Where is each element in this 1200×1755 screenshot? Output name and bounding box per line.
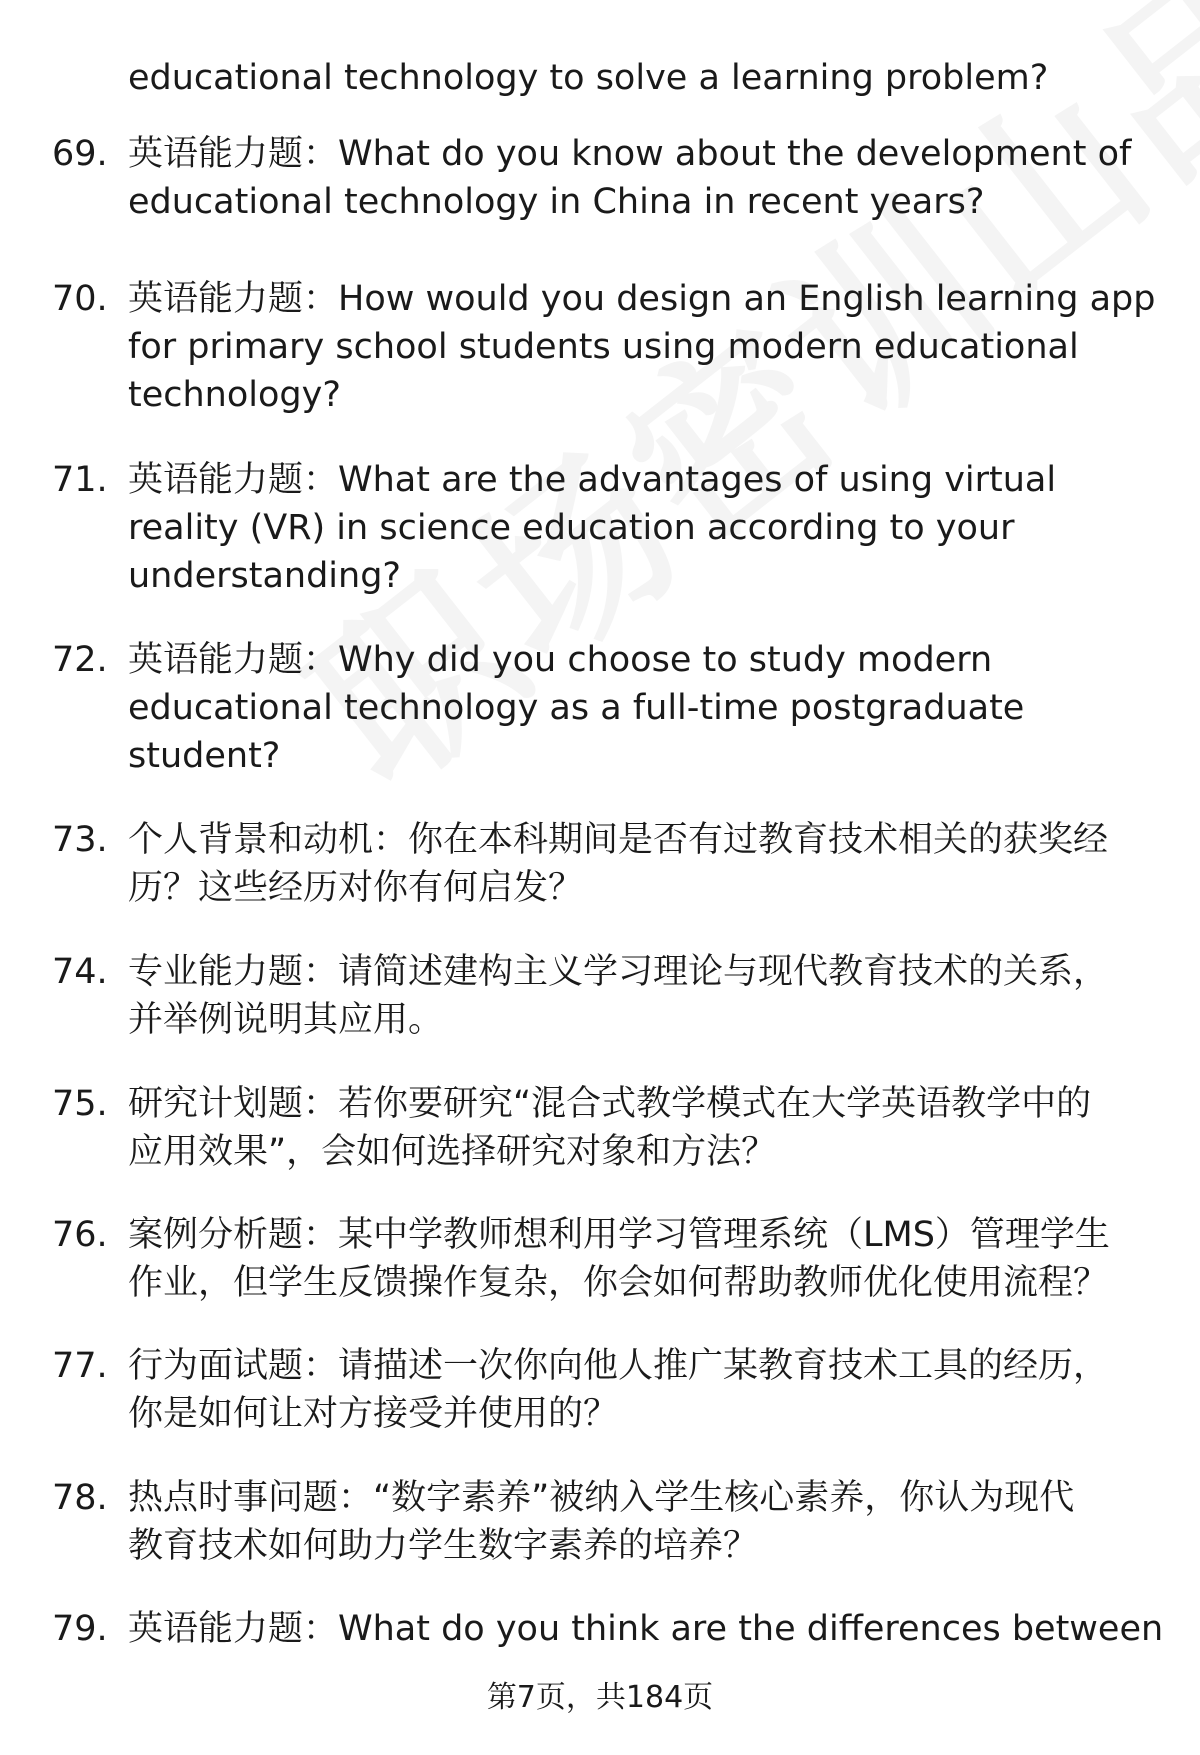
question-line: 专业能力题：请简述建构主义学习理论与现代教育技术的关系， <box>128 952 1109 992</box>
question-number: 69. <box>52 134 108 174</box>
question-line: technology? <box>128 375 341 415</box>
question-number: 77. <box>52 1346 108 1386</box>
question-text <box>128 275 1168 419</box>
question-number: 72. <box>52 640 108 680</box>
question-line: 研究计划题：若你要研究“混合式教学模式在大学英语教学中的 <box>128 1084 1092 1124</box>
question-line: reality (VR) in science education according to your <box>128 508 1015 548</box>
question-line: 历？这些经历对你有何启发？ <box>128 868 584 908</box>
question-line: for primary school students using modern educational <box>128 327 1079 367</box>
question-text <box>128 456 1168 600</box>
question-line: 英语能力题：What do you think are the differences between <box>128 1609 1164 1649</box>
question-text <box>128 636 1168 780</box>
question-number: 78. <box>52 1478 108 1518</box>
question-number: 71. <box>52 460 108 500</box>
question-text <box>128 1474 1168 1570</box>
question-text <box>128 948 1168 1044</box>
question-line: understanding? <box>128 556 402 596</box>
question-line: educational technology in China in recent years? <box>128 182 985 222</box>
question-line: 并举例说明其应用。 <box>128 1000 444 1040</box>
question-text <box>128 1211 1168 1307</box>
question-text <box>128 1080 1168 1176</box>
question-number: 76. <box>52 1215 108 1255</box>
question-line: 个人背景和动机：你在本科期间是否有过教育技术相关的获奖经 <box>128 820 1109 860</box>
question-number: 79. <box>52 1609 108 1649</box>
question-line: 热点时事问题：“数字素养”被纳入学生核心素养，你认为现代 <box>128 1478 1075 1518</box>
page-footer: 第7页，共184页 <box>486 1680 714 1715</box>
question-line: 作业，但学生反馈操作复杂，你会如何帮助教师优化使用流程？ <box>128 1263 1109 1303</box>
question-line: 行为面试题：请描述一次你向他人推广某教育技术工具的经历， <box>128 1346 1109 1386</box>
question-line: 英语能力题：What are the advantages of using virtual <box>128 460 1057 500</box>
question-text <box>128 1605 1168 1653</box>
question-line: 英语能力题：Why did you choose to study modern <box>128 640 993 680</box>
question-number: 73. <box>52 820 108 860</box>
question-text <box>128 130 1168 226</box>
question-number: 74. <box>52 952 108 992</box>
question-text <box>128 816 1168 912</box>
question-text <box>128 1342 1168 1438</box>
question-line: 英语能力题：What do you know about the development of <box>128 134 1132 174</box>
question-line: 英语能力题：How would you design an English learning app <box>128 279 1156 319</box>
question-number: 70. <box>52 279 108 319</box>
question-line: 教育技术如何助力学生数字素养的培养？ <box>128 1526 759 1566</box>
question-line: 应用效果”，会如何选择研究对象和方法？ <box>128 1132 777 1172</box>
question-line: educational technology as a full-time postgraduate <box>128 688 1025 728</box>
continuation-line: educational technology to solve a learning problem? <box>128 58 1049 98</box>
question-number: 75. <box>52 1084 108 1124</box>
question-line: 案例分析题：某中学教师想利用学习管理系统（LMS）管理学生 <box>128 1215 1110 1255</box>
question-line: student? <box>128 736 281 776</box>
question-line: 你是如何让对方接受并使用的？ <box>128 1394 619 1434</box>
